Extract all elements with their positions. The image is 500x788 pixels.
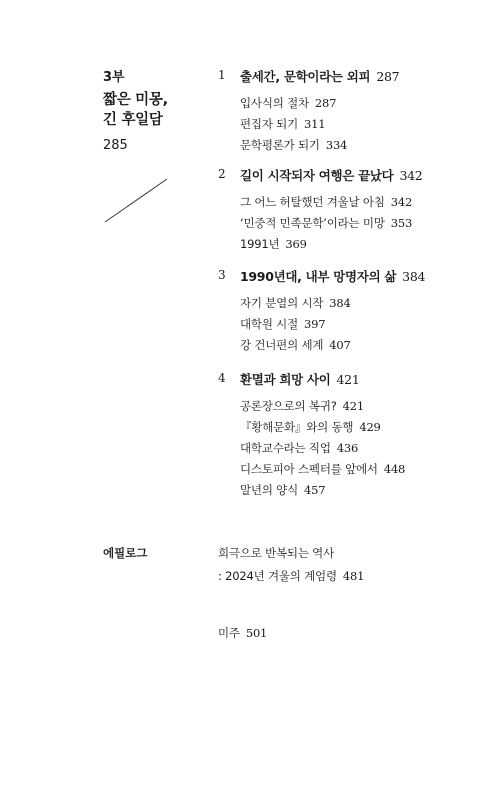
subsection: 1991년 369 (240, 237, 307, 251)
chapter-number: 3 (218, 268, 226, 282)
subsection: 그 어느 허탈했던 겨울날 아침 342 (240, 195, 413, 209)
epilogue-title: 희극으로 반복되는 역사 (218, 546, 334, 560)
decorative-slash (104, 178, 168, 223)
part-title-line1: 짧은 미몽, (103, 92, 168, 108)
subsection: 공론장으로의 복귀? 421 (240, 399, 364, 413)
epilogue-subtitle: : 2024년 겨울의 계엄령 481 (218, 569, 365, 583)
chapter-page: 287 (376, 69, 400, 84)
chapter-page: 384 (402, 269, 426, 284)
chapter-number: 4 (218, 371, 226, 385)
part-title-line2: 긴 후일담 (103, 112, 163, 128)
chapter-title: 출세간, 문학이라는 외피 287 (240, 69, 400, 84)
subsection: 디스토피아 스펙터를 앞에서 448 (240, 462, 406, 476)
subsection: ‘민중적 민족문학’이라는 미망 353 (240, 216, 413, 230)
chapter-number: 1 (218, 68, 226, 82)
epilogue-label: 에필로그 (103, 546, 148, 560)
chapter-title: 길이 시작되자 여행은 끝났다 342 (240, 168, 423, 183)
chapter-title: 환멸과 희망 사이 421 (240, 372, 360, 387)
endnotes-entry: 미주 501 (218, 626, 268, 640)
subsection: 『황해문화』와의 동행 429 (240, 420, 381, 434)
chapter-number: 2 (218, 167, 226, 181)
subsection: 자기 분열의 시작 384 (240, 296, 351, 310)
subsection: 편집자 되기 311 (240, 117, 326, 131)
part-page-number: 285 (103, 138, 128, 153)
subsection: 대학교수라는 직업 436 (240, 441, 359, 455)
part-number: 3부 (103, 70, 125, 85)
chapter-page: 342 (399, 168, 423, 183)
chapter-page: 421 (336, 372, 360, 387)
subsection: 말년의 양식 457 (240, 483, 326, 497)
subsection: 문학평론가 되기 334 (240, 138, 348, 152)
subsection: 대학원 시절 397 (240, 317, 326, 331)
subsection: 입사식의 절차 287 (240, 96, 337, 110)
chapter-title: 1990년대, 내부 망명자의 삶 384 (240, 269, 426, 284)
subsection: 강 건너편의 세계 407 (240, 338, 351, 352)
